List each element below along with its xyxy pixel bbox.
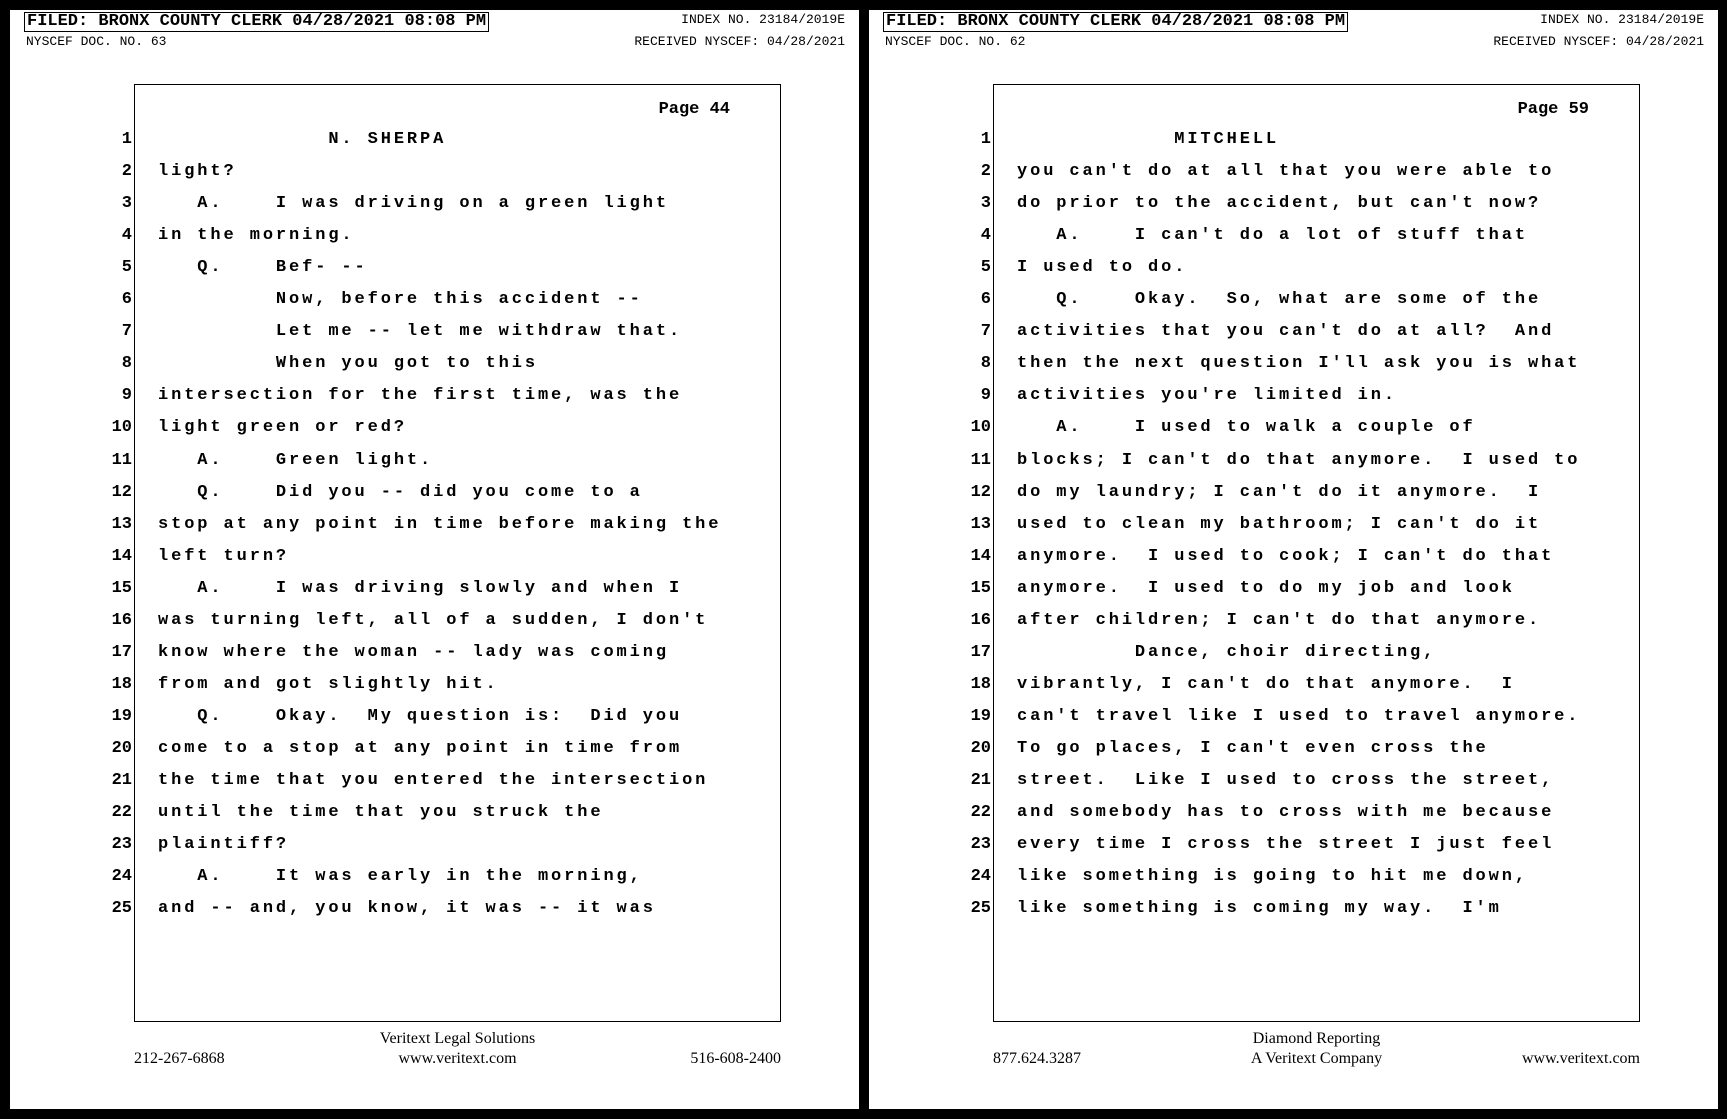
transcript-line: stop at any point in time before making the: [158, 515, 722, 534]
transcript-line: vibrantly, I can't do that anymore. I: [1017, 675, 1515, 694]
line-number: 16: [970, 611, 991, 630]
line-number: 5: [121, 258, 132, 277]
line-number: 12: [970, 483, 991, 502]
transcript-line: anymore. I used to do my job and look: [1017, 579, 1515, 598]
line-number: 21: [111, 771, 132, 790]
transcript-line: Q. Okay. So, what are some of the: [1017, 290, 1542, 309]
transcript-line: you can't do at all that you were able to: [1017, 162, 1555, 181]
line-number: 17: [970, 643, 991, 662]
line-number: 10: [970, 418, 991, 437]
line-number: 13: [111, 515, 132, 534]
line-number: 24: [111, 867, 132, 886]
line-number: 14: [111, 547, 132, 566]
transcript-line: was turning left, all of a sudden, I don't: [158, 611, 709, 630]
line-number: 15: [111, 579, 132, 598]
line-number: 24: [970, 867, 991, 886]
transcript-line: MITCHELL: [1017, 130, 1280, 149]
transcript-page-right: [869, 10, 1718, 1109]
line-number: 12: [111, 483, 132, 502]
transcript-line: intersection for the first time, was the: [158, 386, 683, 405]
transcript-line: light green or red?: [158, 418, 407, 437]
line-number: 8: [980, 354, 991, 373]
line-number: 11: [111, 451, 132, 470]
transcript-line: Let me -- let me withdraw that.: [158, 322, 683, 341]
doc-number: NYSCEF DOC. NO. 62: [885, 34, 1026, 49]
index-number: INDEX NO. 23184/2019E: [1540, 12, 1704, 27]
transcript-line: A. I can't do a lot of stuff that: [1017, 226, 1528, 245]
line-number: 18: [111, 675, 132, 694]
transcript-line: I used to do.: [1017, 258, 1188, 277]
line-number: 18: [970, 675, 991, 694]
line-number: 3: [121, 194, 132, 213]
line-number: 13: [970, 515, 991, 534]
transcript-line: used to clean my bathroom; I can't do it: [1017, 515, 1542, 534]
footer-phone-left: 212-267-6868: [134, 1050, 225, 1067]
transcript-line: A. It was early in the morning,: [158, 867, 643, 886]
line-number: 10: [111, 418, 132, 437]
line-number: 25: [111, 899, 132, 918]
line-number: 23: [970, 835, 991, 854]
transcript-line: come to a stop at any point in time from: [158, 739, 683, 758]
transcript-line: every time I cross the street I just feel: [1017, 835, 1555, 854]
transcript-line: plaintiff?: [158, 835, 290, 854]
line-number: 9: [980, 386, 991, 405]
transcript-line: from and got slightly hit.: [158, 675, 499, 694]
line-number: 19: [970, 707, 991, 726]
line-number: 5: [980, 258, 991, 277]
index-number: INDEX NO. 23184/2019E: [681, 12, 845, 27]
transcript-line: N. SHERPA: [158, 130, 447, 149]
transcript-line: like something is coming my way. I'm: [1017, 899, 1502, 918]
line-number: 4: [121, 226, 132, 245]
line-number: 8: [121, 354, 132, 373]
transcript-line: can't travel like I used to travel anymore.: [1017, 707, 1581, 726]
transcript-line: activities you're limited in.: [1017, 386, 1397, 405]
line-number: 23: [111, 835, 132, 854]
line-number: 14: [970, 547, 991, 566]
line-number: 17: [111, 643, 132, 662]
line-number: 9: [121, 386, 132, 405]
line-number: 22: [970, 803, 991, 822]
line-number: 2: [980, 162, 991, 181]
footer-website: www.veritext.com: [398, 1050, 517, 1067]
transcript-line: and somebody has to cross with me because: [1017, 803, 1555, 822]
transcript-line: know where the woman -- lady was coming: [158, 643, 669, 662]
filed-stamp: FILED: BRONX COUNTY CLERK 04/28/2021 08:08 PM: [24, 12, 489, 32]
transcript-line: When you got to this: [158, 354, 538, 373]
transcript-line: Dance, choir directing,: [1017, 643, 1437, 662]
line-number: 22: [111, 803, 132, 822]
line-number: 15: [970, 579, 991, 598]
filed-stamp: FILED: BRONX COUNTY CLERK 04/28/2021 08:08 PM: [883, 12, 1348, 32]
transcript-line: then the next question I'll ask you is what: [1017, 354, 1581, 373]
transcript-line: and -- and, you know, it was -- it was: [158, 899, 656, 918]
transcript-line: A. Green light.: [158, 451, 434, 470]
transcript-line: To go places, I can't even cross the: [1017, 739, 1489, 758]
line-number: 4: [980, 226, 991, 245]
line-number: 7: [980, 322, 991, 341]
footer-website: www.veritext.com: [1521, 1050, 1640, 1067]
line-number: 16: [111, 611, 132, 630]
line-number: 6: [121, 290, 132, 309]
transcript-line: until the time that you struck the: [158, 803, 604, 822]
page-number: Page 59: [1517, 100, 1589, 119]
doc-number: NYSCEF DOC. NO. 63: [26, 34, 167, 49]
line-number: 2: [121, 162, 132, 181]
transcript-line: A. I was driving slowly and when I: [158, 579, 683, 598]
line-number: 19: [111, 707, 132, 726]
footer-company-sub: A Veritext Company: [1250, 1050, 1383, 1067]
transcript-line: Now, before this accident --: [158, 290, 643, 309]
line-number: 1: [121, 130, 132, 149]
footer-phone-right: 516-608-2400: [690, 1050, 781, 1067]
transcript-line: anymore. I used to cook; I can't do that: [1017, 547, 1555, 566]
received-date: RECEIVED NYSCEF: 04/28/2021: [1493, 34, 1704, 49]
received-date: RECEIVED NYSCEF: 04/28/2021: [634, 34, 845, 49]
footer-company: Diamond Reporting: [1252, 1030, 1381, 1047]
transcript-line: after children; I can't do that anymore.: [1017, 611, 1542, 630]
transcript-line: do prior to the accident, but can't now?: [1017, 194, 1542, 213]
transcript-line: like something is going to hit me down,: [1017, 867, 1528, 886]
transcript-line: the time that you entered the intersection: [158, 771, 709, 790]
transcript-line: in the morning.: [158, 226, 355, 245]
transcript-line: light?: [158, 162, 237, 181]
footer-phone: 877.624.3287: [993, 1050, 1081, 1067]
transcript-line: activities that you can't do at all? And: [1017, 322, 1555, 341]
transcript-line: A. I used to walk a couple of: [1017, 418, 1476, 437]
line-number: 6: [980, 290, 991, 309]
transcript-line: A. I was driving on a green light: [158, 194, 669, 213]
transcript-line: Q. Bef- --: [158, 258, 368, 277]
transcript-line: do my laundry; I can't do it anymore. I: [1017, 483, 1542, 502]
line-number: 1: [980, 130, 991, 149]
line-number: 21: [970, 771, 991, 790]
page-number: Page 44: [658, 100, 730, 119]
line-number: 3: [980, 194, 991, 213]
line-number: 20: [111, 739, 132, 758]
line-number: 7: [121, 322, 132, 341]
transcript-page-left: [10, 10, 859, 1109]
transcript-line: left turn?: [158, 547, 290, 566]
line-number: 11: [970, 451, 991, 470]
transcript-line: street. Like I used to cross the street,: [1017, 771, 1555, 790]
transcript-line: Q. Okay. My question is: Did you: [158, 707, 683, 726]
line-number: 20: [970, 739, 991, 758]
transcript-line: Q. Did you -- did you come to a: [158, 483, 643, 502]
footer-company: Veritext Legal Solutions: [379, 1030, 536, 1047]
transcript-line: blocks; I can't do that anymore. I used to: [1017, 451, 1581, 470]
line-number: 25: [970, 899, 991, 918]
